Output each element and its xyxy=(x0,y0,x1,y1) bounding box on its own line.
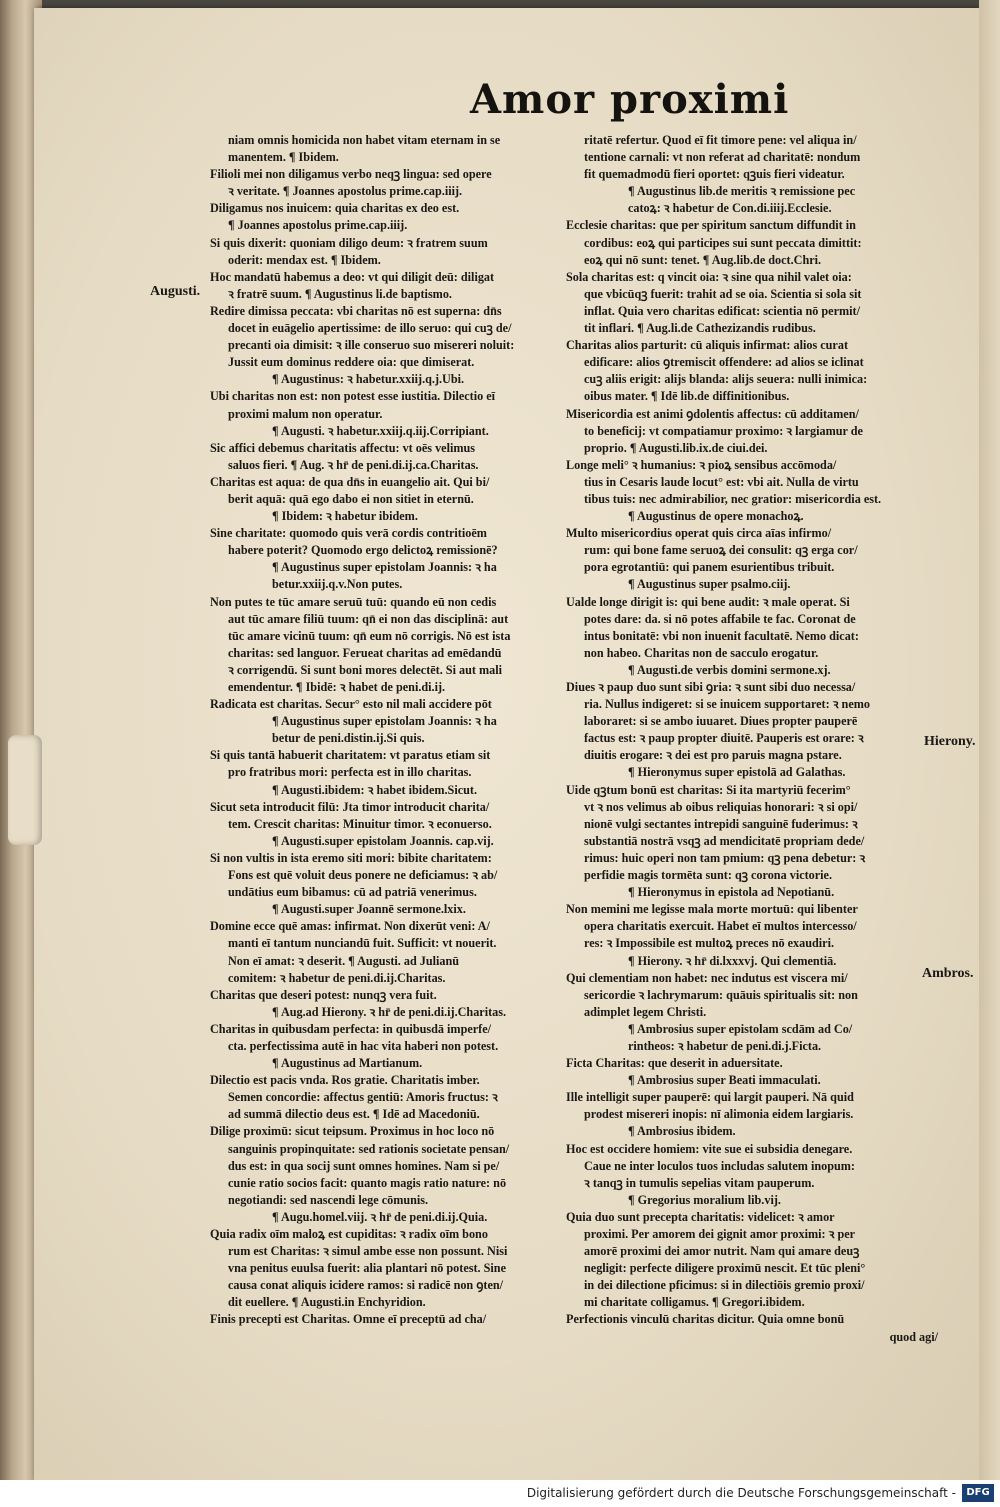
text-line: Si quis tantā habuerit charitatem: vt paratus etiam sit xyxy=(210,748,491,763)
text-line: Jussit eum dominus reddere oia: que dimiserat. xyxy=(228,355,475,370)
text-line: ¶ Hieronymus in epistola ad Nepotianū. xyxy=(628,885,835,900)
text-line: proximi. Per amorem dei gignit amor proximi: ꝛ per xyxy=(584,1227,856,1241)
text-line: ¶ Hieronymus super epistolā ad Galathas. xyxy=(628,765,846,780)
text-line: opera charitatis exercuit. Habet eī multos intercesso/ xyxy=(584,919,857,934)
text-line: ¶ Augusti.super Joannē sermone.lxix. xyxy=(272,902,466,917)
text-line: cunie ratio socios facit: quanto magis ratio nature: nō xyxy=(228,1175,507,1190)
text-line: charitas: sed languor. Ferueat charitas ad emēdandū xyxy=(228,645,502,660)
text-line: factus est: ꝛ paup propter diuitē. Pauperis est orare: ꝛ xyxy=(584,731,864,746)
text-line: comitem: ꝛ habetur de peni.di.ij.Charitas. xyxy=(228,970,446,985)
text-line: rimus: huic operi non tam pmium: qꝫ pena debetur: ꝛ xyxy=(584,850,866,865)
text-line: Non eī amat: ꝛ deserit. ¶ Augusti. ad Julianū xyxy=(228,953,460,968)
text-line: Quia radix oīm maloꝝ est cupiditas: ꝛ radix oīm bono xyxy=(210,1227,488,1241)
text-line: eoꝝ qui nō sunt: tenet. ¶ Aug.lib.de doct.Chri. xyxy=(584,252,822,267)
text-line: causa conat aliquis icidere ramos: si radicē non ꝯten/ xyxy=(228,1278,504,1293)
text-line: Si quis dixerit: quoniam diligo deum: ꝛ fratrem suum xyxy=(210,235,488,250)
text-line: ¶ Augustinus lib.de meritis ꝛ remissione pec xyxy=(628,184,856,199)
text-line: Charitas est aqua: de qua dn̄s in euangelio ait. Qui bi/ xyxy=(210,474,490,489)
text-line: rintheos: ꝛ habetur de peni.di.j.Ficta. xyxy=(628,1038,822,1053)
text-line: res: ꝛ Impossibile est multoꝝ preces nō exaudiri. xyxy=(584,936,835,951)
text-line: Perfectionis vinculū charitas dicitur. Quia omne bonū xyxy=(566,1312,845,1327)
dfg-logo-icon: DFG xyxy=(962,1484,994,1502)
next-page-edge xyxy=(979,0,1000,1480)
text-line: Semen concordie: affectus gentiū: Amoris fructus: ꝛ xyxy=(228,1090,498,1105)
text-line: ¶ Augusti.de verbis domini sermone.xj. xyxy=(628,662,831,677)
text-line: rum: qui bone fame seruoꝝ dei consulit: qꝫ erga cor/ xyxy=(584,543,858,558)
text-line: ¶ Augustinus super epistolam Joannis: ꝛ ha xyxy=(272,560,497,575)
text-line: perfidie magis tormēta sunt: qꝫ corona victorie. xyxy=(584,868,833,883)
text-line: substantiā nostrā vsqꝫ ad mendicitatē propriam dede/ xyxy=(584,833,865,848)
text-line: dit euellere. ¶ Augusti.in Enchyridion. xyxy=(228,1295,426,1310)
text-line: undātius eum bibamus: cū ad patriā venerimus. xyxy=(228,885,477,900)
text-line: ¶ Augustinus ad Martianum. xyxy=(272,1056,423,1071)
text-line: ¶ Gregorius moralium lib.vij. xyxy=(628,1192,781,1207)
text-line: Si non vultis in ista eremo siti mori: bibite charitatem: xyxy=(210,850,492,865)
text-line: ¶ Augusti.super epistolam Joannis. cap.vij. xyxy=(272,833,494,848)
text-line: vt ꝛ nos velimus ab oibus reliquias honorari: ꝛ si opi/ xyxy=(584,799,858,814)
text-line: ¶ Augustinus super psalmo.ciij. xyxy=(628,577,791,592)
text-line: aut tūc amare filiū tuum: qn̄ ei non das disciplinā: aut xyxy=(228,611,509,626)
margin-note-hierony: Hierony. xyxy=(924,734,976,749)
text-line: Ubi charitas non est: non potest esse iustitia. Dilectio eī xyxy=(210,389,496,404)
text-line: tius in Cesaris laude locut° est: vbi ait. Nulla de virtu xyxy=(584,474,859,489)
text-line: negligit: perfecte diligere proximū nescit. Et tūc pleni° xyxy=(584,1261,866,1276)
footer-bar xyxy=(0,1480,1000,1507)
text-line: ritatē refertur. Quod eī fit timore pene: vel aliqua in/ xyxy=(584,133,857,147)
text-line: Charitas alios parturit: cū aliquis infirmat: alios curat xyxy=(566,338,848,353)
text-line: sericordie ꝛ lachrymarum: quāuis spiritualis sit: non xyxy=(584,987,858,1002)
text-line: Ualde longe dirigit is: qui bene audit: ꝛ male operat. Si xyxy=(566,594,850,609)
text-line: ¶ Ambrosius ibidem. xyxy=(628,1124,736,1139)
text-line: cordibus: eoꝝ qui participes sui sunt peccata dimittit: xyxy=(584,235,862,250)
text-line: ria. Nullus indigeret: si se inuicem supportaret: ꝛ nemo xyxy=(584,697,870,712)
text-line: Hoc est occidere homiem: vite sue ei subsidia denegare. xyxy=(566,1141,853,1156)
text-line: ¶ Ambrosius super Beati immaculati. xyxy=(628,1073,821,1088)
text-line: ¶ Augustinus super epistolam Joannis: ꝛ ha xyxy=(272,714,497,729)
text-line: tibus tuis: nec admirabilior, nec gratior: misericordia est. xyxy=(584,491,882,506)
text-line: habere poterit? Quomodo ergo delictoꝝ remissionē? xyxy=(228,543,498,558)
text-line: quod agi/ xyxy=(889,1329,938,1344)
text-line: Non putes te tūc amare seruū tuū: quando eū non cedis xyxy=(210,594,497,609)
text-line: proprio. ¶ Augusti.lib.ix.de ciui.dei. xyxy=(584,440,768,455)
text-line: Dilectio est pacis vnda. Ros gratie. Charitatis imber. xyxy=(210,1073,480,1088)
text-line: ¶ Augu.homel.viij. ꝛ hr̄ de peni.di.ij.Quia. xyxy=(272,1209,488,1224)
text-line: cta. perfectissima autē in hac vita haberi non potest. xyxy=(228,1038,499,1053)
text-line: nionē vulgi sectantes intrepidi sanguinē fuderimus: ꝛ xyxy=(584,816,858,831)
text-line: tentione carnali: vt non referat ad charitatē: nondum xyxy=(584,150,861,165)
text-line: Multo misericordius operat quis circa aīas infirmo/ xyxy=(566,526,832,541)
text-line: Quia duo sunt precepta charitatis: videlicet: ꝛ amor xyxy=(566,1209,835,1224)
text-line: Sicut seta introducit filū: Jta timor introducit charita/ xyxy=(210,799,490,814)
text-line: catoꝝ: ꝛ habetur de Con.di.iiij.Ecclesie. xyxy=(628,201,832,216)
text-line: cuꝫ aliis erigit: alijs blanda: alijs seuera: nulli inimica: xyxy=(584,372,868,387)
text-line: pora egrotantiū: qui panem esurientibus tribuit. xyxy=(584,560,835,575)
text-line: Redire dimissa peccata: vbi charitas nō est superna: dn̄s xyxy=(210,303,502,318)
text-line: oderit: mendax est. ¶ Ibidem. xyxy=(228,252,381,267)
text-line: saluos fieri. ¶ Aug. ꝛ hr̄ de peni.di.ij.ca.Charitas. xyxy=(228,457,479,472)
margin-note-ambros: Ambros. xyxy=(922,966,974,981)
margin-note-augusti: Augusti. xyxy=(150,284,201,299)
text-line: niam omnis homicida non habet vitam eternam in se xyxy=(228,133,501,147)
text-line: ¶ Augustinus de opere monachoꝝ. xyxy=(628,509,804,524)
text-line: manti eī tantum nunciandū fuit. Sufficit: vt nouerit. xyxy=(228,936,497,951)
text-line: ¶ Joannes apostolus prime.cap.iiij. xyxy=(228,218,408,233)
text-line: Caue ne inter loculos tuos includas salutem inopum: xyxy=(584,1158,855,1173)
text-line: dus est: in qua socij sunt omnes homines. Nam si pe/ xyxy=(228,1158,500,1173)
text-line: manentem. ¶ Ibidem. xyxy=(228,150,339,165)
text-line: tit inflari. ¶ Aug.li.de Cathezizandis rudibus. xyxy=(584,321,816,336)
text-line: ꝛ tanqꝫ in tumulis sepelias vitam pauperum. xyxy=(584,1175,815,1190)
text-line: Non memini me legisse mala morte mortuū: qui libenter xyxy=(566,902,858,917)
text-line: Qui clementiam non habet: nec indutus est viscera mi/ xyxy=(566,970,848,985)
text-line: Dilige proximū: sicut teipsum. Proximus in hoc loco nō xyxy=(210,1124,495,1139)
text-line: tūc amare vicinū tuum: qn̄ eum nō corrigis. Nō est ista xyxy=(228,628,511,643)
text-column-left xyxy=(210,132,578,1329)
text-line: Radicata est charitas. Secur° esto nil mali accidere pōt xyxy=(210,697,492,712)
text-line: Ficta Charitas: que deserit in aduersitate. xyxy=(566,1056,783,1071)
text-line: Uide qꝫtum bonū est charitas: Si ita martyriū fecerim° xyxy=(566,782,851,797)
text-line: diuitis erogare: ꝛ dei est pro paruis magna pstare. xyxy=(584,748,842,763)
text-line: inflat. Quia vero charitas edificat: scientia nō permit/ xyxy=(584,303,860,318)
text-line: Charitas que deseri potest: nunqꝫ vera fuit. xyxy=(210,987,437,1002)
text-line: betur de peni.distin.ij.Si quis. xyxy=(272,731,425,746)
text-line: ¶ Augusti. ꝛ habetur.xxiij.q.iij.Corripiant. xyxy=(272,423,489,438)
text-line: Misericordia est animi ꝯdolentis affectus: cū additamen/ xyxy=(566,406,859,421)
text-line: negotiandi: sed nascendi lege cōmunis. xyxy=(228,1192,429,1207)
text-line: Ille intelligit super pauperē: qui largit pauperi. Nā quid xyxy=(566,1090,854,1105)
text-line: vna penitus euulsa fuerit: alia plantari nō potest. Sine xyxy=(228,1261,506,1276)
text-line: oibus mater. ¶ Idē lib.de diffinitionibus. xyxy=(584,389,790,404)
text-line: betur.xxiij.q.v.Non putes. xyxy=(272,577,403,592)
text-line: Filioli mei non diligamus verbo neqꝫ lingua: sed opere xyxy=(210,167,492,182)
text-line: Diligamus nos inuicem: quia charitas ex deo est. xyxy=(210,201,460,216)
text-line: Ecclesie charitas: que per spiritum sanctum diffundit in xyxy=(566,218,856,233)
text-line: precanti oia dimisit: ꝛ ille conseruo suo misereri noluit: xyxy=(228,338,515,353)
text-line: Domine ecce quē amas: infirmat. Non dixerūt veni: A/ xyxy=(210,919,490,934)
text-line: Finis precepti est Charitas. Omne eī preceptū ad cha/ xyxy=(210,1312,487,1327)
text-line: ꝛ corrigendū. Si sunt boni mores delectēt. Si aut mali xyxy=(228,662,503,677)
text-line: pro fratribus mori: perfecta est in illo charitas. xyxy=(228,765,472,780)
text-line: ¶ Ibidem: ꝛ habetur ibidem. xyxy=(272,509,418,524)
text-line: ad summā dilectio deus est. ¶ Idē ad Macedoniū. xyxy=(228,1107,480,1122)
text-line: prodest misereri inopis: nī alimonia eidem largiaris. xyxy=(584,1107,854,1122)
text-line: Sine charitate: quomodo quis verā cordis contritioēm xyxy=(210,526,487,541)
text-line: docet in euāgelio apertissime: de illo seruo: qui cuꝫ de/ xyxy=(228,321,512,336)
text-line: sanguinis propinquitate: sed rationis societate pensan/ xyxy=(228,1141,510,1156)
text-line: mi charitate colligamus. ¶ Gregori.ibidem. xyxy=(584,1295,805,1310)
text-line: potes dare: da. si nō potes affabile te fac. Coronat de xyxy=(584,611,856,626)
text-line: que vbicūqꝫ fuerit: trahit ad se oia. Scientia si sola sit xyxy=(584,286,862,301)
text-line: ꝛ fratrē suum. ¶ Augustinus li.de baptismo. xyxy=(228,286,452,301)
text-line: Longe meli° ꝛ humanius: ꝛ pioꝝ sensibus accōmoda/ xyxy=(566,457,837,472)
text-line: adimplet legem Christi. xyxy=(584,1004,707,1019)
text-line: laboraret: si se ambo iuuaret. Diues propter pauperē xyxy=(584,714,858,729)
text-line: Sola charitas est: q vincit oia: ꝛ sine qua nihil valet oia: xyxy=(566,269,852,284)
page-tab-marker xyxy=(8,735,42,845)
text-line: ¶ Hierony. ꝛ hr̄ di.lxxxvj. Qui clementiā. xyxy=(628,953,837,968)
text-line: Hoc mandatū habemus a deo: vt qui diligit deū: diligat xyxy=(210,269,495,284)
text-line: non habeo. Charitas non de sacculo erogatur. xyxy=(584,645,819,660)
text-column-right xyxy=(566,132,938,1346)
text-line: Charitas in quibusdam perfecta: in quibusdā imperfe/ xyxy=(210,1021,492,1036)
text-line: emendentur. ¶ Ibidē: ꝛ habet de peni.di.ij. xyxy=(228,680,446,694)
text-line: tem. Crescit charitas: Minuitur timor. ꝛ econuerso. xyxy=(228,816,492,831)
text-line: ¶ Ambrosius super epistolam scdām ad Co/ xyxy=(628,1021,853,1036)
text-line: intus bonitatē: vbi non inuenit facultatē. Nemo dicat: xyxy=(584,628,859,643)
text-line: proximi malum non operatur. xyxy=(228,406,383,421)
text-line: ꝛ veritate. ¶ Joannes apostolus prime.cap.iiij. xyxy=(228,184,463,199)
text-line: to beneficij: vt compatiamur proximo: ꝛ largiamur de xyxy=(584,423,863,438)
text-line: Sic affici debemus charitatis affectu: vt oēs velimus xyxy=(210,440,476,455)
text-line: amorē proximi dei amor nutrit. Nam qui amare deuꝫ xyxy=(584,1244,860,1259)
funding-credit: Digitalisierung gefördert durch die Deutsche Forschungsgemeinschaft - xyxy=(526,1486,956,1500)
running-title: Amor proximi xyxy=(470,76,790,123)
text-line: fit quemadmodū fieri oportet: qꝫuis fieri videatur. xyxy=(584,167,845,182)
text-line: ¶ Augusti.ibidem: ꝛ habet ibidem.Sicut. xyxy=(272,782,478,797)
text-line: Fons est quē voluit deus ponere ne deficiamus: ꝛ ab/ xyxy=(228,868,498,883)
text-line: Diues ꝛ paup duo sunt sibi ꝯria: ꝛ sunt sibi duo necessa/ xyxy=(566,680,856,694)
text-line: edificare: alios ꝯtremiscit offendere: ad alios se iclinat xyxy=(584,355,864,370)
text-line: berit aquā: quā ego dabo ei non sitiet in eternū. xyxy=(228,491,474,506)
text-line: in dei dilectione pficimus: si in dilectiōis gremio proxi/ xyxy=(584,1278,865,1293)
text-line: rum est Charitas: ꝛ simul ambe esse non possunt. Nisi xyxy=(228,1244,508,1259)
text-line: ¶ Aug.ad Hierony. ꝛ hr̄ de peni.di.ij.Charitas. xyxy=(272,1004,507,1019)
text-line: ¶ Augustinus: ꝛ habetur.xxiij.q.j.Ubi. xyxy=(272,372,465,387)
